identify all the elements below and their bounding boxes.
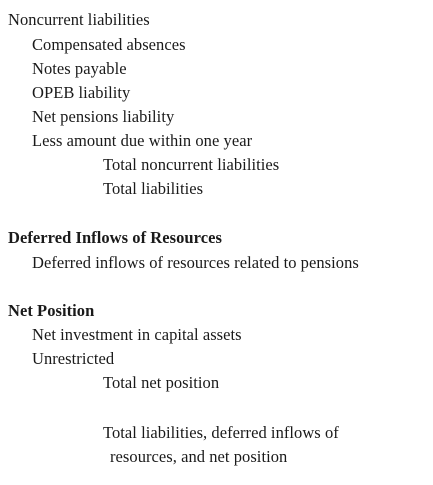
less-amount-due-label: Less amount due within one year <box>32 131 253 150</box>
grand-total-label-line1: Total liabilities, deferred inflows of <box>103 423 339 442</box>
net-position-heading: Net Position <box>8 301 95 320</box>
opeb-liability-label: OPEB liability <box>32 83 131 102</box>
total-noncurrent-liabilities-label: Total noncurrent liabilities <box>103 155 280 174</box>
net-investment-capital-assets-label: Net investment in capital assets <box>32 325 242 344</box>
unrestricted-label: Unrestricted <box>32 349 115 368</box>
total-net-position-label: Total net position <box>103 373 220 392</box>
deferred-inflows-heading: Deferred Inflows of Resources <box>8 228 222 247</box>
total-liabilities-label: Total liabilities <box>103 179 204 198</box>
deferred-inflows-pensions-label: Deferred inflows of resources related to pensions <box>32 253 359 272</box>
notes-payable-label: Notes payable <box>32 59 127 78</box>
net-pensions-liability-label: Net pensions liability <box>32 107 175 126</box>
noncurrent-liabilities-heading: Noncurrent liabilities <box>8 10 150 29</box>
compensated-absences-label: Compensated absences <box>32 35 186 54</box>
grand-total-label-line2: resources, and net position <box>110 447 288 466</box>
